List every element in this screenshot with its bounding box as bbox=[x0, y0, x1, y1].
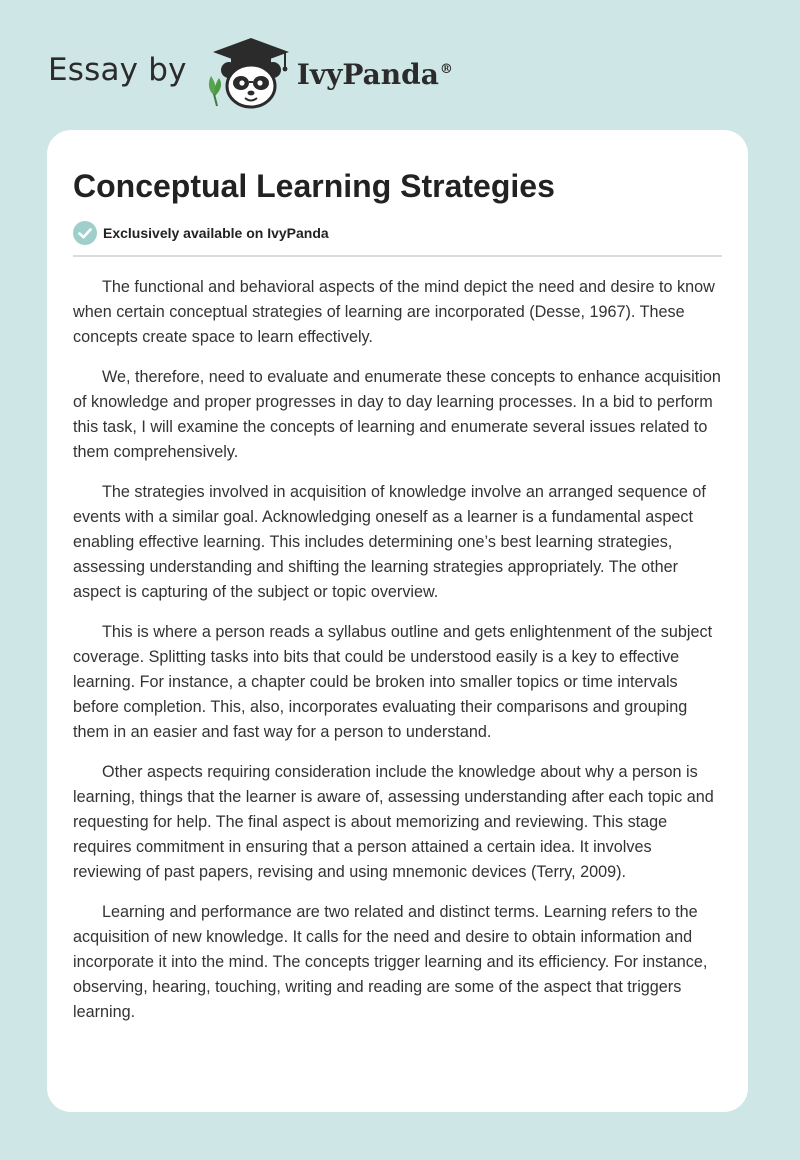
exclusive-label: Exclusively available on IvyPanda bbox=[103, 225, 329, 241]
paragraph: The functional and behavioral aspects of the mind depict the need and desire to know when certain conceptual strategies of learning are incorporated (Desse, 1967). These concepts create space to learn effectively. bbox=[73, 278, 715, 346]
site-header bbox=[48, 36, 453, 110]
exclusive-badge bbox=[73, 220, 722, 246]
paragraph: Learning and performance are two related and distinct terms. Learning refers to the acquisition of new knowledge. It calls for the need and desire to obtain information and incorporate it into the mind. The concepts trigger learning and its efficiency. For instance, observing, hearing, touching, writing and reading are some of the aspect that triggers learning. bbox=[73, 903, 708, 1021]
brand-name[interactable] bbox=[297, 58, 453, 91]
paragraph: Other aspects requiring consideration include the knowledge about why a person is learning, things that the learner is aware of, assessing understanding after each topic and requesting for help. The final aspect is about memorizing and reviewing. This stage requires commitment in ensuring that a person attained a certain idea. It involves reviewing of past papers, revising and using mnemonic devices (Terry, 2009). bbox=[73, 763, 714, 881]
check-circle-icon bbox=[73, 221, 97, 245]
essay-by-label: Essay by bbox=[48, 52, 187, 88]
essay-card bbox=[47, 130, 748, 1112]
essay-body bbox=[73, 275, 722, 1025]
paragraph: This is where a person reads a syllabus outline and gets enlightenment of the subject coverage. Splitting tasks into bits that could be understood easily is a key to effective learning. For instance, a chapter could be broken into smaller topics or time intervals before completion. This, also, incorporates evaluating their comparisons and grouping them in an easier and fast way for a person to understand. bbox=[73, 623, 713, 741]
paragraph: The strategies involved in acquisition of knowledge involve an arranged sequence of events with a similar goal. Acknowledging oneself as a learner is a fundamental aspect enabling effective learning. This includes determining one’s best learning strategies, assessing understanding and shifting the learning strategies appropriately. The other aspect is capturing of the subject or topic overview. bbox=[73, 483, 706, 601]
brand-name-text: IvyPanda bbox=[296, 57, 439, 91]
panda-logo-icon[interactable] bbox=[201, 36, 301, 110]
paragraph: We, therefore, need to evaluate and enumerate these concepts to enhance acquisition of knowledge and proper progresses in day to day learning processes. In a bid to perform this task, I will examine the concepts of learning and enumerate several issues related to them comprehensively. bbox=[73, 368, 721, 461]
registered-mark: ® bbox=[439, 62, 453, 78]
page-title: Conceptual Learning Strategies bbox=[73, 168, 555, 204]
divider bbox=[73, 255, 722, 257]
